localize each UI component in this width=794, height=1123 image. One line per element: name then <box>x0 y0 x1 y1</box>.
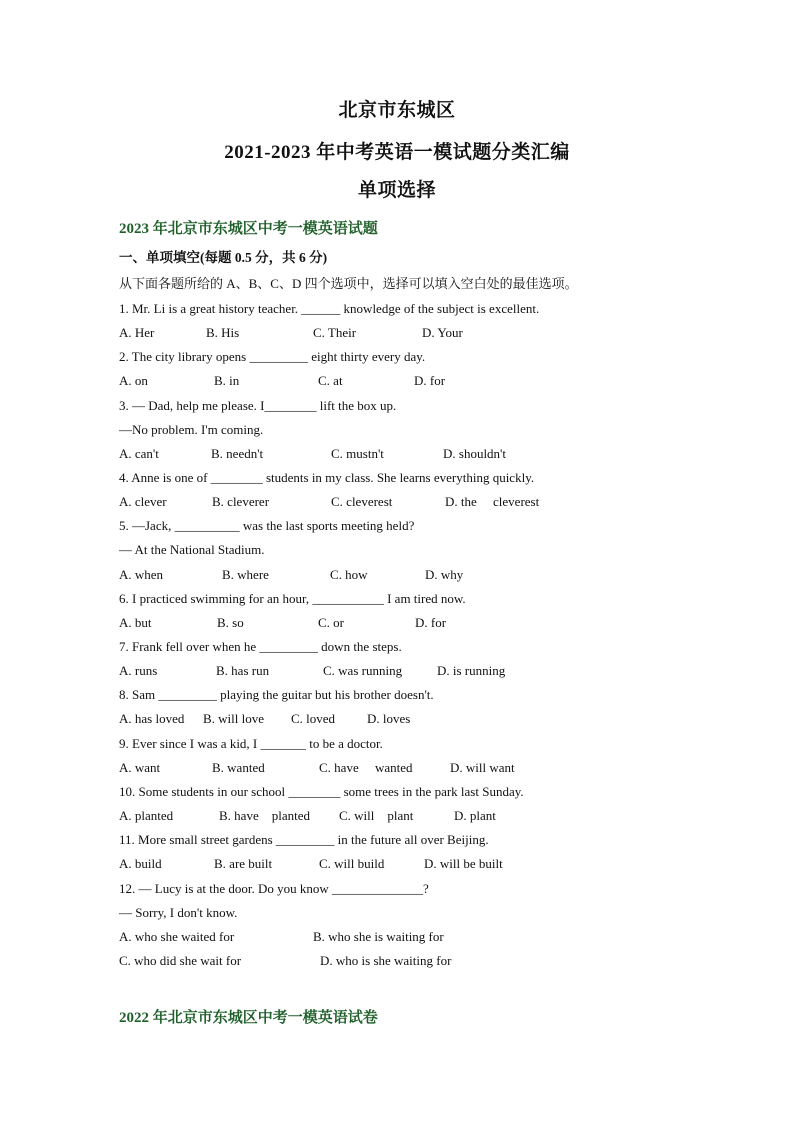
question-3-stem: 3. — Dad, help me please. I________ lift the box up. <box>119 398 397 413</box>
option-b: B. will love <box>203 711 265 726</box>
question-6-stem: 6. I practiced swimming for an hour, ___________ I am tired now. <box>119 591 466 606</box>
option-d: D. shouldn't <box>443 446 507 461</box>
option-b: B. who she is waiting for <box>313 929 444 944</box>
option-d: D. Your <box>422 325 463 340</box>
option-b: B. His <box>206 325 240 340</box>
question-11-stem: 11. More small street gardens _________ in the future all over Beijing. <box>119 832 489 847</box>
option-a: A. planted <box>119 808 174 823</box>
option-b: B. in <box>214 373 240 388</box>
option-c: C. mustn't <box>331 446 384 461</box>
question-9-options <box>119 760 639 778</box>
option-d: D. plant <box>454 808 496 823</box>
question-4-stem: 4. Anne is one of ________ students in my class. She learns everything quickly. <box>119 470 535 485</box>
question-2-stem: 2. The city library opens _________ eight thirty every day. <box>119 349 426 364</box>
option-d: D. will be built <box>424 856 503 871</box>
question-4-options <box>119 494 639 512</box>
doc-title-district: 北京市东城区 <box>338 100 456 121</box>
option-b: B. needn't <box>211 446 264 461</box>
option-c: C. how <box>330 567 368 582</box>
question-12-options-row2 <box>119 953 639 971</box>
doc-title-collection: 2021-2023 年中考英语一模试题分类汇编 <box>224 142 570 163</box>
option-c: C. loved <box>291 711 336 726</box>
option-a: A. can't <box>119 446 159 461</box>
question-12-options-row1 <box>119 929 639 947</box>
option-c: C. have wanted <box>319 760 413 775</box>
option-c: C. at <box>318 373 343 388</box>
option-c: C. will plant <box>339 808 414 823</box>
instruction-text: 从下面各题所给的 A、B、C、D 四个选项中，选择可以填入空白处的最佳选项。 <box>119 276 578 291</box>
question-5-stem: 5. —Jack, __________ was the last sports meeting held? <box>119 518 415 533</box>
question-10-options <box>119 808 639 826</box>
option-b: B. cleverer <box>212 494 270 509</box>
question-3-response: —No problem. I'm coming. <box>119 422 264 437</box>
option-a: A. Her <box>119 325 155 340</box>
option-a: A. when <box>119 567 164 582</box>
question-6-options <box>119 615 639 633</box>
section-heading-2022: 2022 年北京市东城区中考一模英语试卷 <box>119 1010 378 1026</box>
question-5-response: — At the National Stadium. <box>119 542 265 557</box>
option-a: A. clever <box>119 494 167 509</box>
option-d: D. who is she waiting for <box>320 953 452 968</box>
part-title: 一、单项填空(每题 0.5 分，共 6 分) <box>119 250 328 265</box>
option-b: B. has run <box>216 663 270 678</box>
option-b: B. where <box>222 567 269 582</box>
option-a: A. has loved <box>119 711 185 726</box>
option-c: C. will build <box>319 856 385 871</box>
question-1-options <box>119 325 639 343</box>
option-c: C. cleverest <box>331 494 393 509</box>
option-c: C. Their <box>313 325 357 340</box>
option-d: D. for <box>414 373 446 388</box>
option-d: D. the cleverest <box>445 494 540 509</box>
option-c: C. was running <box>323 663 403 678</box>
question-8-stem: 8. Sam _________ playing the guitar but his brother doesn't. <box>119 687 434 702</box>
option-d: D. for <box>415 615 447 630</box>
option-d: D. will want <box>450 760 515 775</box>
option-a: A. runs <box>119 663 158 678</box>
option-a: A. on <box>119 373 148 388</box>
option-c: C. or <box>318 615 344 630</box>
question-7-options <box>119 663 639 681</box>
option-d: D. loves <box>367 711 411 726</box>
question-2-options <box>119 373 639 391</box>
section-heading-2023: 2023 年北京市东城区中考一模英语试题 <box>119 221 378 237</box>
question-8-options <box>119 711 639 729</box>
option-c: C. who did she wait for <box>119 953 242 968</box>
question-7-stem: 7. Frank fell over when he _________ down the steps. <box>119 639 402 654</box>
question-10-stem: 10. Some students in our school ________ some trees in the park last Sunday. <box>119 784 524 799</box>
option-d: D. why <box>425 567 464 582</box>
question-12-response: — Sorry, I don't know. <box>119 905 238 920</box>
option-b: B. are built <box>214 856 273 871</box>
option-a: A. want <box>119 760 161 775</box>
option-d: D. is running <box>437 663 506 678</box>
question-9-stem: 9. Ever since I was a kid, I _______ to be a doctor. <box>119 736 383 751</box>
question-3-options <box>119 446 639 464</box>
option-a: A. build <box>119 856 162 871</box>
question-11-options <box>119 856 639 874</box>
option-a: A. who she waited for <box>119 929 235 944</box>
question-1-stem: 1. Mr. Li is a great history teacher. ______ knowledge of the subject is excellent. <box>119 301 540 316</box>
option-a: A. but <box>119 615 152 630</box>
option-b: B. have planted <box>219 808 310 823</box>
question-5-options <box>119 567 639 585</box>
doc-title-topic: 单项选择 <box>357 180 436 201</box>
question-12-stem: 12. — Lucy is at the door. Do you know ______________? <box>119 881 429 896</box>
option-b: B. so <box>217 615 244 630</box>
option-b: B. wanted <box>212 760 265 775</box>
